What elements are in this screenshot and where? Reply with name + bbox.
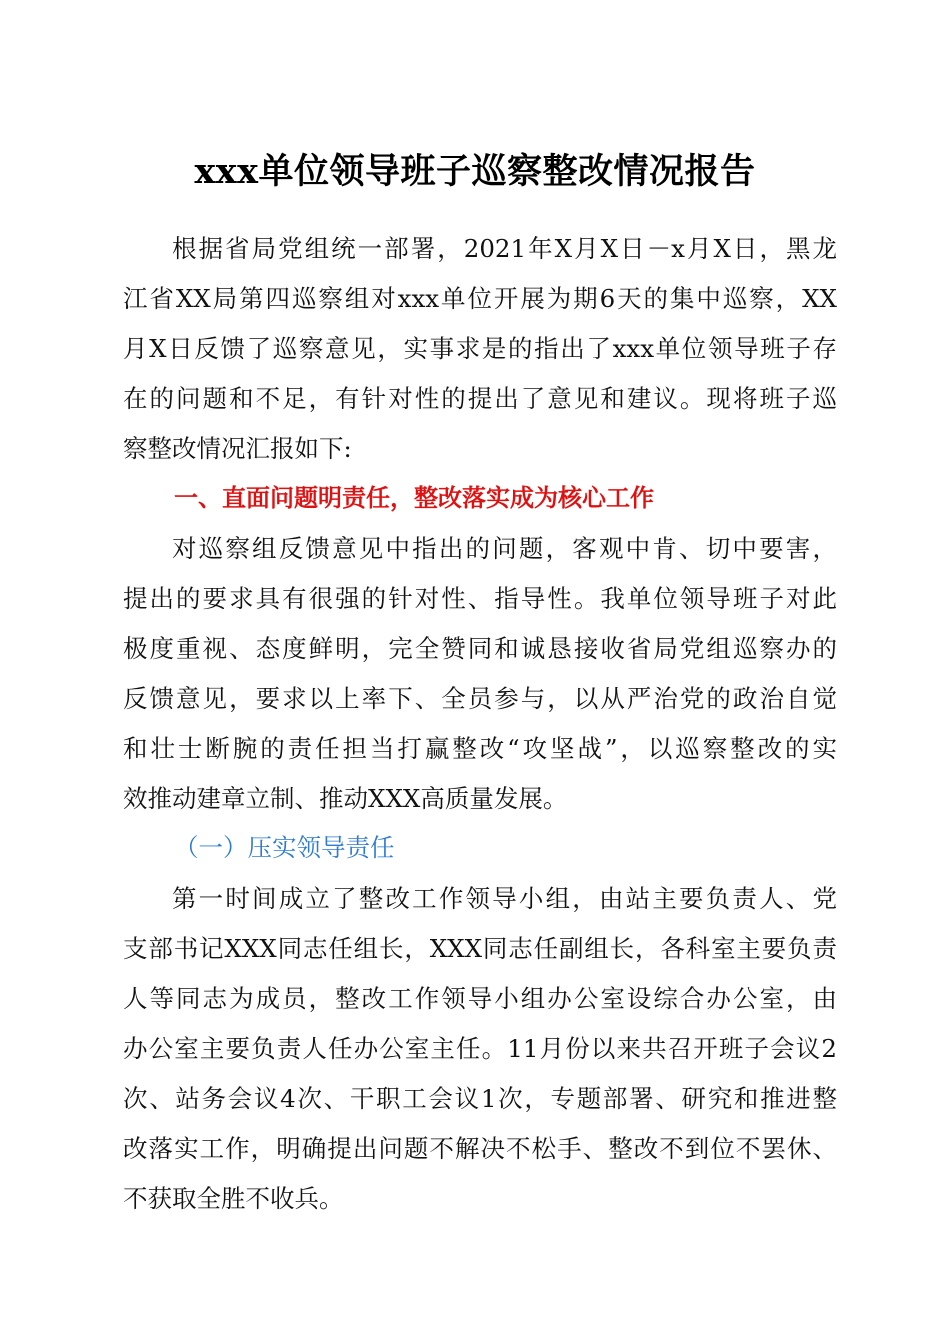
- subsection-paragraph-line: 第一时间成立了整改工作领导小组，由站主要负责人、党: [172, 884, 837, 913]
- subsection-paragraph-line: 支部书记XXX同志任组长，XXX同志任副组长，各科室主要负责: [123, 934, 837, 963]
- subsection-paragraph-line: 办公室主要负责人任办公室主任。11月份以来共召开班子会议2: [123, 1034, 837, 1063]
- section-paragraph-line: 极度重视、态度鲜明，完全赞同和诚恳接收省局党组巡察办的: [123, 634, 837, 663]
- document-title: xxx单位领导班子巡察整改情况报告: [194, 151, 756, 192]
- section-paragraph-line: 效推动建章立制、推动XXX高质量发展。: [123, 784, 568, 813]
- subsection-heading: （一）压实领导责任: [174, 833, 395, 862]
- subsection-paragraph-line: 人等同志为成员，整改工作领导小组办公室设综合办公室，由: [123, 984, 837, 1013]
- section-heading: 一、直面问题明责任，整改落实成为核心工作: [174, 484, 654, 512]
- intro-line: 月X日反馈了巡察意见，实事求是的指出了xxx单位领导班子存: [123, 334, 838, 363]
- section-paragraph-line: 和壮士断腕的责任担当打赢整改“攻坚战”，以巡察整改的实: [123, 734, 837, 763]
- section-paragraph-line: 对巡察组反馈意见中指出的问题，客观中肯、切中要害，: [172, 534, 837, 563]
- section-paragraph-line: 提出的要求具有很强的针对性、指导性。我单位领导班子对此: [123, 584, 837, 613]
- section-paragraph-line: 反馈意见，要求以上率下、全员参与，以从严治党的政治自觉: [123, 684, 837, 713]
- intro-line: 察整改情况汇报如下:: [123, 434, 352, 463]
- subsection-paragraph-line: 不获取全胜不收兵。: [123, 1184, 344, 1213]
- subsection-paragraph-line: 次、站务会议4次、干职工会议1次，专题部署、研究和推进整: [123, 1084, 837, 1113]
- subsection-paragraph-line: 改落实工作，明确提出问题不解决不松手、整改不到位不罢休、: [123, 1134, 837, 1163]
- intro-line: 在的问题和不足，有针对性的提出了意见和建议。现将班子巡: [123, 384, 837, 413]
- intro-line: 江省XX局第四巡察组对xxx单位开展为期6天的集中巡察，XX: [123, 284, 837, 313]
- intro-line: 根据省局党组统一部署，2021年X月X日－x月X日，黑龙: [172, 234, 837, 263]
